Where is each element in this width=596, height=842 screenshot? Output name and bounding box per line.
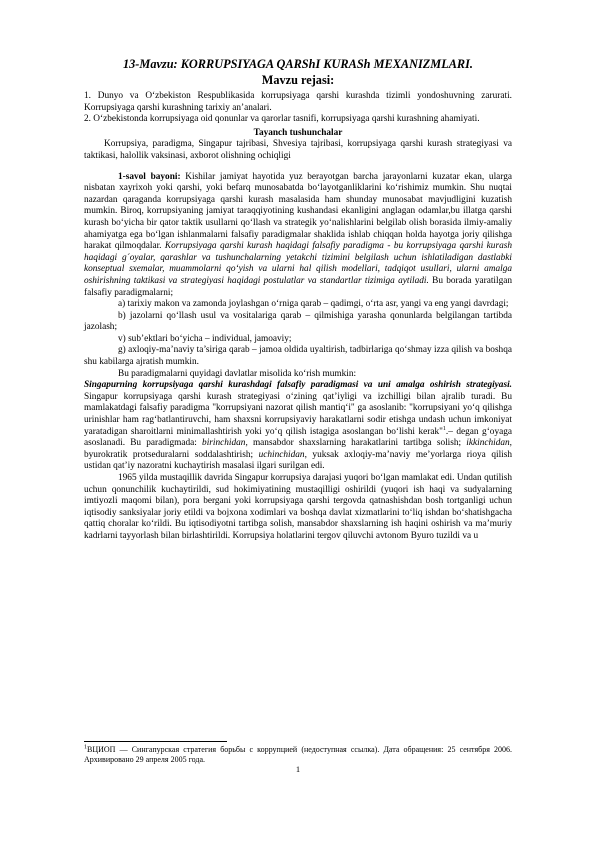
page-body: [84, 56, 512, 543]
plan-item-2: 2. O‘zbekistonda korrupsiyaga oid qonunlar va qarorlar tasnifi, korrupsiyaga qarshi kurashning ahamiyati.: [84, 114, 480, 125]
list-item-b: b) jazolarni qo‘llash usul va vositalariga qarab – qilmishiga yarasha qonunlarda belgilangan tartibda jazolash;: [84, 310, 512, 333]
singapore-text-2: .– degan g‘oyaga asoslanadi. Bu paradigmada:: [84, 426, 513, 449]
question-1-label: 1-savol bayoni:: [118, 171, 181, 182]
footnote-reference[interactable]: 1: [442, 425, 446, 432]
question-1-paragraph: [84, 172, 512, 300]
singapore-text-3: , mansabdor shaxslarning harakatlarini tartibga solish;: [245, 438, 467, 449]
first-word: birinchidan: [202, 438, 246, 449]
history-paragraph: 1965 yilda mustaqillik davrida Singapur korrupsiya darajasi yuqori bo‘lgan mamlakat edi. Undan qutilish uchun qonunchilik kuchaytirildi, sud hokimiyatining mustaqilligi oshirildi (yuqori ish haqi va sudyalarning imtiyozli maqomi bilan), pora bergani yoki korrupsiyaga qarshi tergovda qatnashishdan bosh tortganligi uchun iqtisodiy sanksiyalar joriy etildi va bojxona xodimlari va boshqa davlat xizmatlarini to‘liq ishdan bo‘shatishgacha qattiq choralar ko‘rildi. Bu iqtisodiyotni tartibga solish, mansabdor shaxslarning ish haqini oshirish va ma’muriy kadrlarni tayyorlash bilan birlashtirildi. Korrupsiya holatlarini tergov qiluvchi avtonom Byuro tuzildi va u: [84, 473, 512, 541]
second-word: ikkinchidan,: [466, 438, 512, 449]
plan-item-1: 1. Dunyo va O‘zbekiston Respublikasida korrupsiyaga qarshi kurashda tizimli yondoshuvning zarurati. Korrupsiyaga qarshi kurashning tarixiy an’analari.: [84, 91, 512, 113]
footnote-number: 1: [84, 744, 87, 751]
singapore-text-5: , yuksak axloqiy-ma’naviy me’yorlarga rioya qilish ustidan qat’iy nazoratni kuchaytirish masalasi ilgari surilgan edi.: [84, 449, 513, 472]
spacer: [84, 163, 512, 172]
footnote-text: ВЦИОП — Сингапурская стратегия борьбы с коррупцией (недоступная ссылка). Дата обращения: 25 сентября 2006. Архивировано 29 апреля 2005 года.: [84, 745, 512, 764]
singapore-text-1: Singapur korrupsiyaga qarshi kurash strategiyasi o‘zining qat’iyligi va izchilligi bilan ajralib turadi. Bu mamlakatdagi falsafiy paradigma "korrupsiyani nazorat qilish mantiq‘i" ga asoslanib: "korrupsiyani yo‘q qilishga urinishlar ham rag‘batlantiruvchi, ham shaxsni korrupsiyaviy harakatlarni sodir etishga undash uchun imkoniyat yaratadigan sharoitlarni minimallashtirish yoki yo‘q qilish istagiga asoslangan bo‘lishi kerak": [84, 391, 512, 437]
singapore-text-4: byurokratik protseduralarni soddalashtirish;: [84, 449, 259, 460]
page-number: 1: [295, 764, 301, 774]
country-intro: Bu paradigmalarni quyidagi davlatlar misolida ko‘rish mumkin:: [118, 368, 357, 379]
key-concepts-title: Tayanch tushunchalar: [253, 127, 343, 138]
key-concepts-text: Korrupsiya, paradigma, Singapur tajribasi, Shvesiya tajribasi, korrupsiyaga qarshi kurash strategiyasi va taktikasi, halollik vaksinasi, axborot olishning ochiqligi: [84, 139, 512, 161]
plan-title: Mavzu rejasi:: [261, 73, 335, 87]
third-word: uchinchidan: [258, 449, 305, 460]
list-item-v: v) sub’ektlari bo‘yicha – individual, jamoaviy;: [118, 333, 292, 344]
list-item-g: g) axloqiy-ma’naviy ta’siriga qarab – jamoa oldida uyaltirish, tadbirlariga qo‘shmay izza qilish va boshqa shu kabilarga ajratish mumkin.: [84, 345, 512, 368]
list-item-a: a) tarixiy makon va zamonda joylashgan o‘rniga qarab – qadimgi, o‘rta asr, yangi va eng yangi davrdagi;: [118, 299, 509, 310]
footnote-divider: [84, 741, 227, 742]
footnote: [84, 745, 512, 765]
paradigm-definition: Korrupsiyaga qarshi kurash haqidagi falsafiy paradigma - bu korrupsiyaga qarshi kurash haqidagi g´oyalar, qarashlar va tushunchalarning yetakchi tizimini belgilash uchun ishlatiladigan dastlabki konseptual sxemalar, muammolarni qo‘yish va ularni hal qilish modellari, tadqiqot usullari, ularni amalga oshirishning taktikasi va strategiyasi haqidagi postulatlar va standartlar tizimiga aytiladi.: [84, 241, 512, 286]
question-1-text-end: Bu borada yaratilgan falsafiy paradigmalarni;: [84, 275, 512, 298]
singapore-paragraph: [84, 380, 512, 473]
singapore-heading: Singapurning korrupsiyaga qarshi kurashdagi falsafiy paradigmasi va uni amalga oshirish strategiyasi.: [84, 380, 512, 391]
document-title: 13-Mavzu: KORRUPSIYAGA QARShI KURASh MEXANIZMLARI.: [123, 57, 473, 71]
question-1-text: Kishilar jamiyat hayotida yuz berayotgan barcha jarayonlarni kuzatar ekan, ularga nisbatan xayrixoh yoki qarshi, yoki befarq munosabatda bo‘layotganliklarini ko‘rishimiz mumkin. Shu nuqtai nazardan qaraganda korrupsiyaga qarshi kurash masalasida ham shunday munosabat mavjudligini kuzatish mumkin. Biroq, korrupsiyaning jamiyat taraqqiyotining kushandasi ekanligini anglagan odamlar,bu illatga qarshi kurash bo‘yicha bir qator taktik usullarni qo‘llash va strategik yo‘nalishlarini belgilab olish borasida ilmiy-amaliy ahamiyatga ega bo‘lgan ishlanmalarni falsafiy paradigmalar shaklida ishlab chiqqan holda hayotga joriy qilishga harakat qilmoqdalar.: [84, 171, 512, 252]
